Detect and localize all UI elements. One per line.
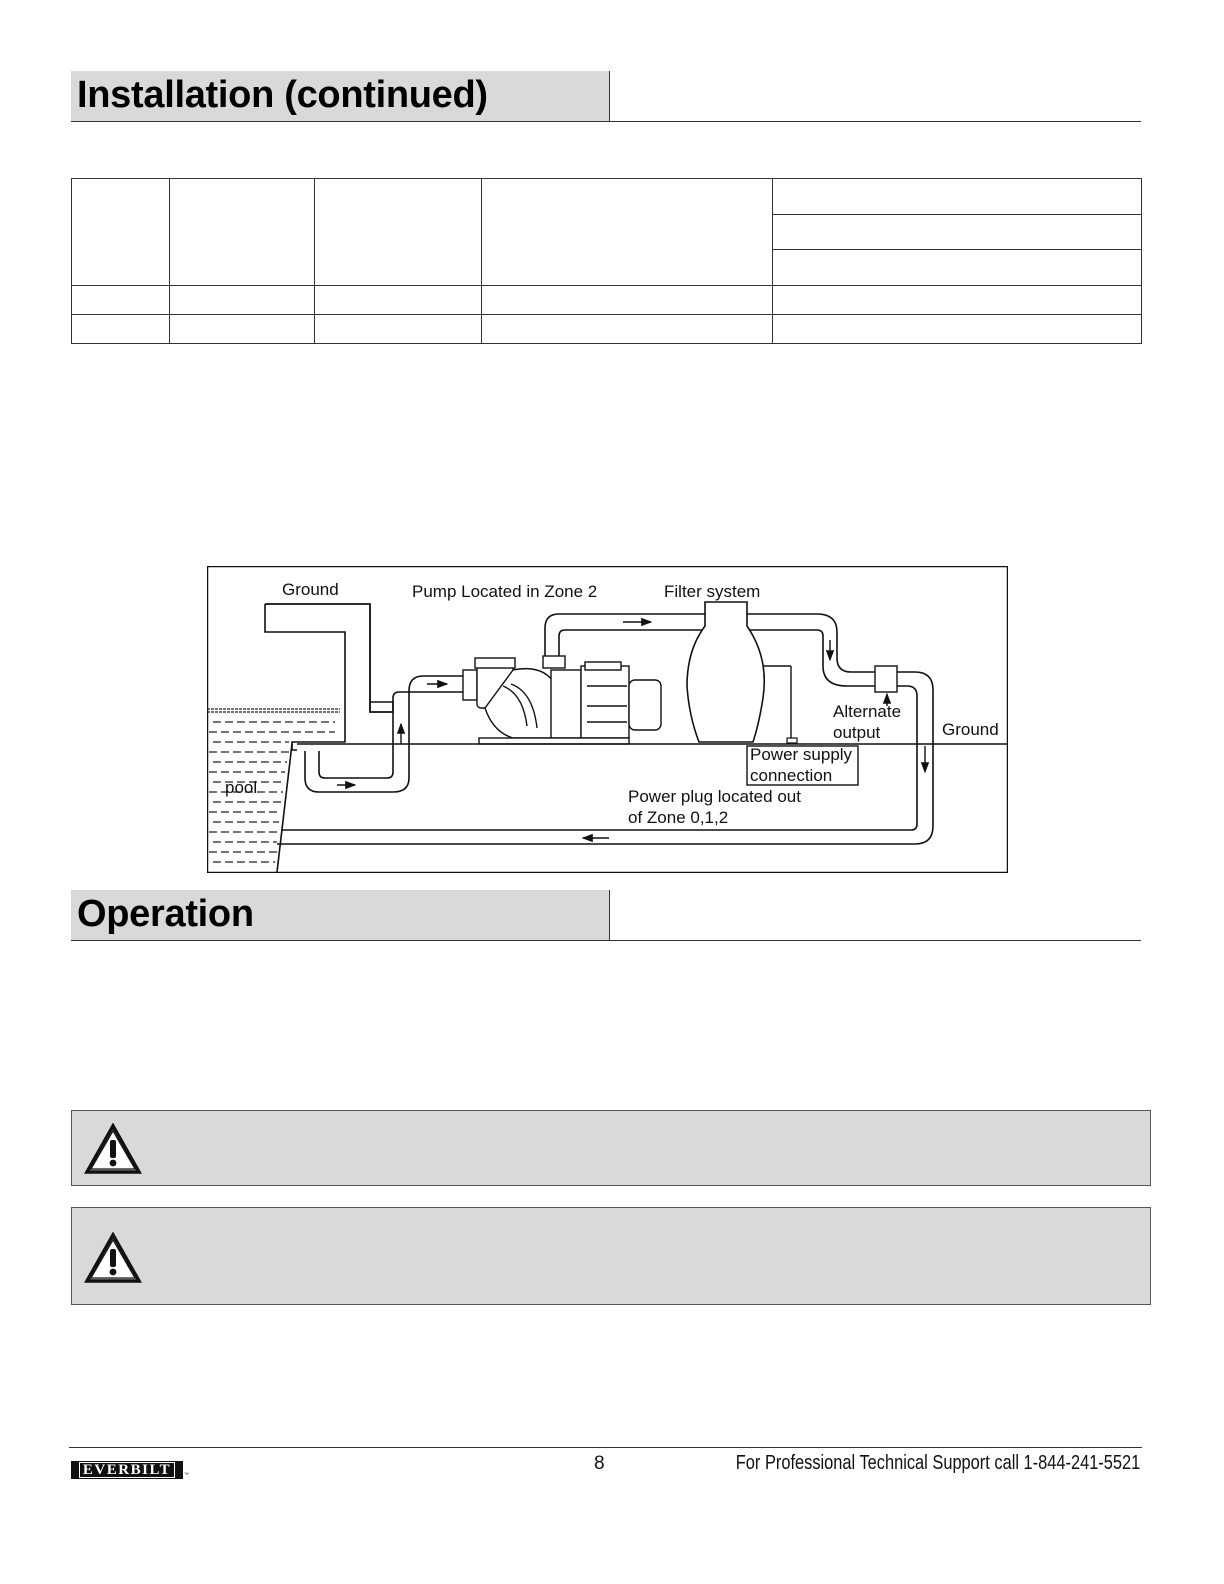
label-connection: connection — [750, 766, 833, 785]
table-cell — [315, 179, 482, 286]
table-cell — [170, 286, 315, 315]
label-ground-left: Ground — [282, 580, 339, 599]
table-cell — [72, 179, 170, 286]
table-cell — [773, 179, 1142, 215]
table-cell — [482, 315, 773, 344]
label-power-supply: Power supply — [750, 745, 853, 764]
table-cell — [170, 179, 315, 286]
warning-triangle-icon — [84, 1232, 142, 1284]
label-ground-right: Ground — [942, 720, 999, 739]
label-pump-zone: Pump Located in Zone 2 — [412, 582, 598, 601]
label-zone: of Zone 0,1,2 — [628, 808, 729, 827]
trademark-mark: ™ — [184, 1472, 189, 1478]
table-row — [72, 315, 1142, 344]
support-contact: For Professional Technical Support call 1-844-241-5521 — [735, 1452, 1140, 1474]
installation-section-header — [71, 71, 1141, 122]
table-cell — [315, 315, 482, 344]
table-cell — [72, 286, 170, 315]
section-title: Operation — [77, 893, 254, 935]
table-cell — [482, 179, 773, 286]
table-cell — [773, 286, 1142, 315]
label-filter-system: Filter system — [664, 582, 761, 601]
alternate-output-valve — [875, 666, 897, 692]
everbilt-logo: EVERBILT — [71, 1461, 183, 1479]
table-cell — [315, 286, 482, 315]
table-row — [72, 286, 1142, 315]
warning-box-2 — [71, 1207, 1151, 1305]
pump-installation-diagram — [207, 566, 1008, 873]
label-output: output — [833, 723, 881, 742]
label-power-plug: Power plug located out — [628, 787, 801, 806]
table-cell — [773, 250, 1142, 286]
table-row — [72, 179, 1142, 215]
label-alternate: Alternate — [833, 702, 902, 721]
table-cell — [482, 286, 773, 315]
warning-box-1 — [71, 1110, 1151, 1186]
page-title: Installation (continued) — [77, 74, 488, 116]
table-cell — [773, 315, 1142, 344]
table-cell — [72, 315, 170, 344]
page-number: 8 — [594, 1453, 605, 1474]
warning-triangle-icon — [84, 1123, 142, 1175]
label-pool: pool — [225, 778, 258, 797]
table-cell — [773, 215, 1142, 250]
footer-divider — [69, 1447, 1142, 1448]
operation-section-header — [71, 890, 1141, 941]
specification-table — [71, 178, 1142, 344]
table-cell — [170, 315, 315, 344]
